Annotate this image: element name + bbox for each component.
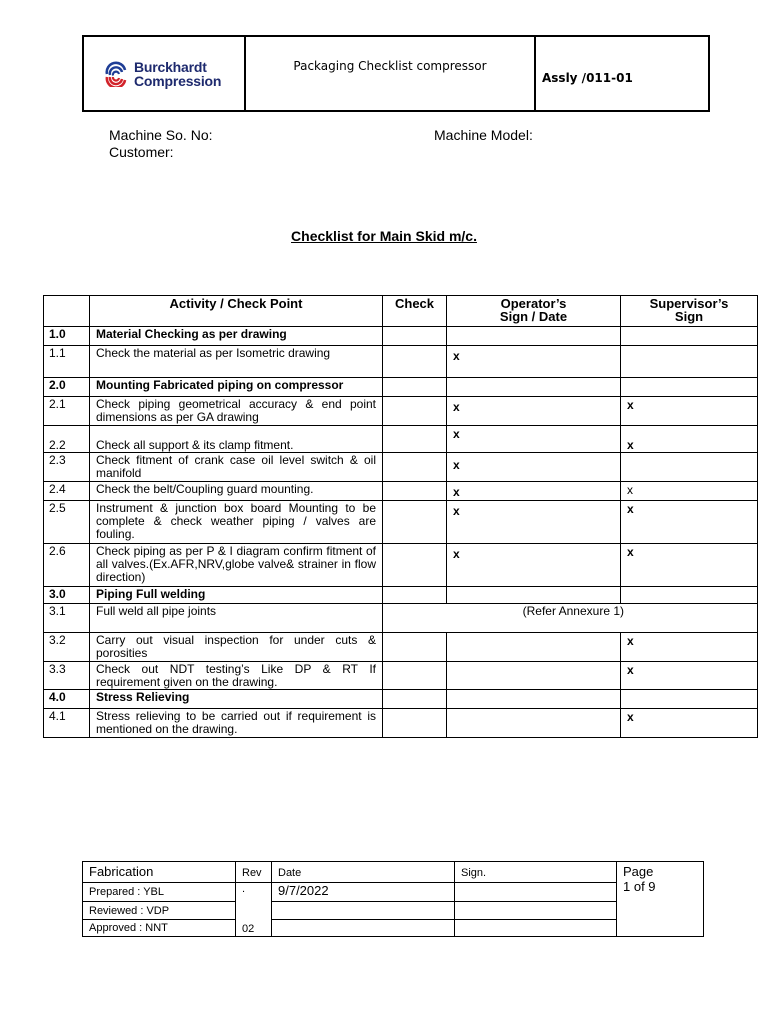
table-row — [44, 709, 758, 738]
table-row — [44, 690, 758, 709]
footer-reviewed: Reviewed : VDP — [83, 902, 236, 920]
row-activity: Full weld all pipe joints — [90, 604, 383, 633]
operator-mark: x — [453, 547, 460, 561]
row-supervisor — [621, 426, 758, 453]
row-number: 1.1 — [44, 346, 90, 378]
footer-rev-label: Rev — [236, 862, 272, 883]
footer-page-value: 1 of 9 — [623, 879, 656, 894]
header-supervisor — [621, 296, 758, 327]
table-row — [44, 482, 758, 501]
row-supervisor — [621, 544, 758, 587]
row-operator — [447, 346, 621, 378]
row-activity: Check the material as per Isometric drawing — [90, 346, 383, 378]
table-row — [44, 426, 758, 453]
row-check — [383, 690, 447, 709]
row-operator — [447, 426, 621, 453]
row-operator — [447, 633, 621, 662]
row-activity: Stress Relieving — [90, 690, 383, 709]
row-supervisor — [621, 690, 758, 709]
checklist-table — [43, 295, 758, 738]
row-supervisor — [621, 633, 758, 662]
operator-mark: x — [453, 400, 460, 414]
operator-mark: x — [453, 504, 460, 518]
header-supervisor-line1: Supervisor’s — [649, 296, 729, 311]
row-number: 3.3 — [44, 662, 90, 690]
customer-label: Customer: — [109, 144, 174, 160]
row-supervisor — [621, 501, 758, 544]
footer-rev-value: 02 — [242, 923, 255, 935]
row-check — [383, 346, 447, 378]
row-operator — [447, 690, 621, 709]
row-number: 2.0 — [44, 378, 90, 397]
table-header-row — [44, 296, 758, 327]
header-activity: Activity / Check Point — [90, 296, 383, 327]
supervisor-mark: x — [627, 545, 634, 559]
row-number: 2.1 — [44, 397, 90, 426]
footer-page — [617, 862, 704, 937]
row-activity: Stress relieving to be carried out if requirement is mentioned on the drawing. — [90, 709, 383, 738]
company-logo — [84, 37, 246, 110]
row-check — [383, 426, 447, 453]
footer-page-label: Page — [623, 864, 654, 879]
footer-rev-value-cell — [236, 883, 272, 937]
footer-rev-dot: . — [242, 883, 246, 895]
row-activity: Carry out visual inspection for under cuts & porosities — [90, 633, 383, 662]
footer-prepared: Prepared : YBL — [83, 883, 236, 902]
machine-model-label: Machine Model: — [434, 127, 533, 143]
table-row — [44, 662, 758, 690]
footer-department: Fabrication — [83, 862, 236, 883]
row-operator — [447, 482, 621, 501]
supervisor-mark: x — [627, 710, 634, 724]
table-row — [44, 501, 758, 544]
row-supervisor — [621, 662, 758, 690]
table-row — [44, 544, 758, 587]
table-row — [44, 346, 758, 378]
row-check — [383, 587, 447, 604]
row-activity: Check piping as per P & I diagram confirm fitment of all valves.(Ex.AFR,NRV,globe valve& strainer in flow direction) — [90, 544, 383, 587]
supervisor-mark: x — [627, 634, 634, 648]
row-supervisor — [621, 453, 758, 482]
header-operator-line2: Sign / Date — [499, 309, 568, 324]
row-supervisor — [621, 587, 758, 604]
row-check — [383, 453, 447, 482]
row-check — [383, 397, 447, 426]
document-header — [82, 35, 710, 112]
checklist-title: Checklist for Main Skid m/c. — [291, 228, 477, 244]
row-operator — [447, 662, 621, 690]
table-row — [44, 633, 758, 662]
header-operator — [447, 296, 621, 327]
document-code: Assly /011-01 — [542, 70, 633, 85]
row-number: 3.0 — [44, 587, 90, 604]
row-operator — [447, 544, 621, 587]
table-row — [44, 453, 758, 482]
footer-empty-cell — [455, 920, 617, 937]
row-number: 2.2 — [44, 426, 90, 453]
table-row — [44, 604, 758, 633]
row-supervisor — [621, 482, 758, 501]
row-check — [383, 327, 447, 346]
row-operator — [447, 587, 621, 604]
footer-date-label: Date — [272, 862, 455, 883]
header-check: Check — [383, 296, 447, 327]
row-supervisor — [621, 397, 758, 426]
header-number — [44, 296, 90, 327]
table-row — [44, 397, 758, 426]
footer-empty-cell — [455, 902, 617, 920]
refer-annexure-note: (Refer Annexure 1) — [383, 604, 758, 633]
row-activity: Check fitment of crank case oil level switch & oil manifold — [90, 453, 383, 482]
row-supervisor — [621, 378, 758, 397]
logo-line-2: Compression — [134, 72, 222, 89]
row-number: 3.2 — [44, 633, 90, 662]
row-operator — [447, 327, 621, 346]
logo-line-1: Burckhardt — [134, 58, 207, 75]
row-check — [383, 544, 447, 587]
supervisor-mark: x — [627, 398, 634, 412]
row-number: 2.5 — [44, 501, 90, 544]
footer-sign-value — [455, 883, 617, 902]
supervisor-mark: x — [627, 663, 634, 677]
row-activity: Check the belt/Coupling guard mounting. — [90, 482, 383, 501]
operator-mark: x — [453, 485, 460, 499]
row-operator — [447, 397, 621, 426]
row-number: 1.0 — [44, 327, 90, 346]
table-row — [44, 378, 758, 397]
row-activity: Mounting Fabricated piping on compressor — [90, 378, 383, 397]
header-operator-line1: Operator’s — [500, 296, 567, 311]
row-operator — [447, 501, 621, 544]
row-activity: Check out NDT testing’s Like DP & RT If requirement given on the drawing. — [90, 662, 383, 690]
row-number: 4.1 — [44, 709, 90, 738]
row-check — [383, 662, 447, 690]
machine-serial-label: Machine So. No: — [109, 127, 213, 143]
row-supervisor — [621, 327, 758, 346]
row-activity: Material Checking as per drawing — [90, 327, 383, 346]
supervisor-mark: x — [627, 438, 634, 452]
supervisor-mark: x — [627, 483, 633, 497]
row-number: 3.1 — [44, 604, 90, 633]
row-activity: Piping Full welding — [90, 587, 383, 604]
row-number: 2.6 — [44, 544, 90, 587]
footer-date-value: 9/7/2022 — [272, 883, 455, 902]
row-operator — [447, 453, 621, 482]
operator-mark: x — [453, 427, 460, 441]
supervisor-mark: x — [627, 502, 634, 516]
document-footer — [82, 861, 704, 937]
row-supervisor — [621, 346, 758, 378]
operator-mark: x — [453, 349, 460, 363]
row-check — [383, 378, 447, 397]
row-activity: Check piping geometrical accuracy & end point dimensions as per GA drawing — [90, 397, 383, 426]
table-row — [44, 327, 758, 346]
document-name: Packaging Checklist compressor — [246, 37, 536, 110]
row-operator — [447, 378, 621, 397]
row-number: 4.0 — [44, 690, 90, 709]
row-check — [383, 482, 447, 501]
table-row — [44, 587, 758, 604]
burckhardt-logo-icon — [104, 61, 128, 87]
row-number: 2.4 — [44, 482, 90, 501]
footer-empty-cell — [272, 902, 455, 920]
row-check — [383, 633, 447, 662]
row-activity: Instrument & junction box board Mounting to be complete & check weather piping / valves are fouling. — [90, 501, 383, 544]
footer-approved: Approved : NNT — [83, 920, 236, 937]
row-number: 2.3 — [44, 453, 90, 482]
header-supervisor-line2: Sign — [674, 309, 704, 324]
footer-sign-label: Sign. — [455, 862, 617, 883]
row-supervisor — [621, 709, 758, 738]
operator-mark: x — [453, 458, 460, 472]
row-check — [383, 709, 447, 738]
row-operator — [447, 709, 621, 738]
row-activity: Check all support & its clamp fitment. — [90, 426, 383, 453]
row-check — [383, 501, 447, 544]
footer-empty-cell — [272, 920, 455, 937]
logo-wordmark — [134, 60, 221, 88]
